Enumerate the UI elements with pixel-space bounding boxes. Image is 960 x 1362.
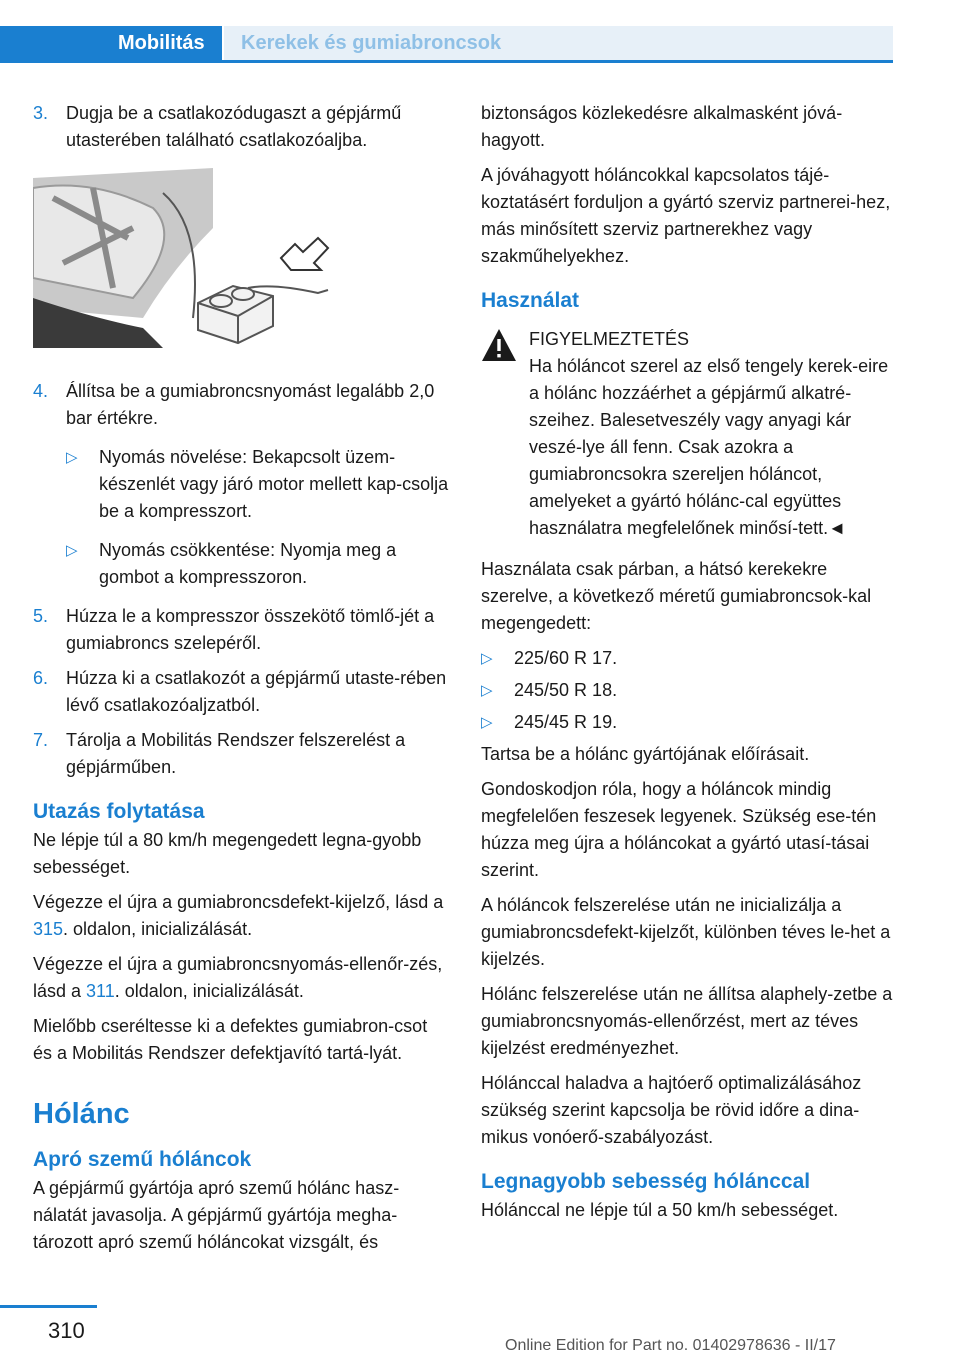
page-link-315[interactable]: 315: [33, 919, 64, 939]
paragraph-text: . oldalon, inicializálását.: [114, 981, 304, 1001]
left-column: [33, 100, 451, 1264]
tire-size-text: 245/50 R 18.: [514, 680, 618, 700]
paragraph-text: Végezze el újra a gumiabroncsdefekt-kijelző, lásd a: [33, 892, 444, 912]
step-number: 5.: [33, 606, 49, 626]
reset-pressure-paragraph: [33, 951, 451, 1005]
tire-size-text: 225/60 R 17.: [514, 648, 618, 668]
triangle-bullet-icon: ▷: [66, 542, 78, 559]
paragraph-text: Végezze el újra a gumiabroncsnyomás-ellenőr-zés, lásd a: [33, 954, 443, 1001]
replace-tire-paragraph: Mielőbb cseréltesse ki a defektes gumiabron-csot és a Mobilitás Rendszer defektjavító tartá-lyát.: [33, 1016, 428, 1063]
footer-line: [0, 1305, 97, 1308]
step-text: Húzza ki a csatlakozót a gépjármű utaste-rében lévő csatlakozóaljzatból.: [66, 668, 447, 715]
triangle-bullet-icon: ▷: [66, 449, 78, 466]
warning-box: [481, 326, 896, 542]
tire-size-item: [481, 645, 896, 672]
step-6: [33, 665, 451, 719]
warning-text: Ha hóláncot szerel az első tengely kerek-eire a hólánc hozzáérhet a gépjármű alkatré-szeihez. Balesetveszély vagy anyagi kár veszé-lye áll fenn. Csak azokra a gumiabroncsokra szereljen hóláncot, amelyeket a gyártó hólánc-cal együttes használatra megfelelőnek minősí-tett.◄: [529, 356, 889, 538]
step-7: [33, 727, 451, 781]
no-reset-pressure-paragraph: Hólánc felszerelése után ne állítsa alaphely-zetbe a gumiabroncsnyomás-ellenőrzést, mert az téves kijelzést eredményezhet.: [481, 984, 893, 1058]
manufacturer-instructions-paragraph: Tartsa be a hólánc gyártójának előírásait.: [481, 744, 810, 764]
warning-triangle-icon: [481, 328, 517, 362]
continue-paragraph: Ne lépje túl a 80 km/h megengedett legna-gyobb sebességet.: [33, 830, 422, 877]
approval-paragraph: biztonságos közlekedésre alkalmasként jóvá-hagyott.: [481, 103, 843, 150]
triangle-bullet-icon: ▷: [481, 650, 493, 667]
sub-bullet: [66, 444, 451, 525]
fine-chain-paragraph: A gépjármű gyártója apró szemű hólánc hasz-nálatát javasolja. A gépjármű gyártója megha-tározott apró szemű hóláncokat vizsgált, és: [33, 1178, 400, 1252]
usage-heading: Használat: [481, 289, 580, 312]
continue-heading: Utazás folytatása: [33, 800, 205, 823]
no-init-flat-tire-paragraph: A hóláncok felszerelése után ne inicializálja a gumiabroncsdefekt-kijelzőt, különben téves le-het a kijelzés.: [481, 895, 891, 969]
allowed-sizes-paragraph: Használata csak párban, a hátsó kerekekre szerelve, a következő méretű gumiabroncsok-kal megengedett:: [481, 559, 872, 633]
paragraph-text: . oldalon, inicializálását.: [63, 919, 253, 939]
page-header: [0, 0, 893, 63]
tire-size-item: [481, 709, 896, 736]
warning-title: FIGYELMEZTETÉS: [529, 329, 690, 349]
section-tab: Mobilitás: [0, 26, 222, 60]
page-link-311[interactable]: 311: [86, 981, 115, 1001]
edition-footer: Online Edition for Part no. 01402978636 - II/17: [505, 1337, 836, 1354]
sub-bullet-text: Nyomás csökkentése: Nyomja meg a gombot a kompresszoron.: [99, 540, 397, 587]
info-paragraph: A jóváhagyott hóláncokkal kapcsolatos tájé-koztatásért forduljon a gyártó szerviz partnerei-hez, más minősített szerviz partnerekhez vagy szakműhelyekhez.: [481, 165, 891, 266]
step-3: [33, 100, 451, 154]
snow-chain-heading: Hólánc: [33, 1098, 130, 1130]
tire-size-text: 245/45 R 19.: [514, 712, 618, 732]
step-number: 3.: [33, 103, 49, 123]
step-text: Állítsa be a gumiabroncsnyomást legalább 2,0 bar értékre.: [66, 381, 435, 428]
step-4: [33, 378, 451, 591]
subsection-tab: Kerekek és gumiabroncsok: [224, 26, 893, 60]
step-text: Húzza le a kompresszor összekötő tömlő-jét a gumiabroncs szelepéről.: [66, 606, 435, 653]
fine-chain-heading: Apró szemű hóláncok: [33, 1148, 252, 1171]
tire-size-item: [481, 677, 896, 704]
max-speed-paragraph: Hólánccal ne lépje túl a 50 km/h sebességet.: [481, 1200, 839, 1220]
header-underline: [0, 60, 893, 63]
step-number: 6.: [33, 668, 49, 688]
reset-flat-tire-paragraph: [33, 889, 451, 943]
step-number: 4.: [33, 381, 49, 401]
step-text: Tárolja a Mobilitás Rendszer felszerelést a gépjárműben.: [66, 730, 406, 777]
max-speed-heading: Legnagyobb sebesség hólánccal: [481, 1170, 811, 1193]
traction-control-paragraph: Hólánccal haladva a hajtóerő optimalizálásához szükség szerint kapcsolja be rövid időre a dina-mikus vonóerő-szabályozást.: [481, 1073, 862, 1147]
page-number: 310: [48, 1318, 85, 1343]
triangle-bullet-icon: ▷: [481, 682, 493, 699]
step-number: 7.: [33, 730, 49, 750]
tension-paragraph: Gondoskodjon róla, hogy a hóláncok mindig megfelelően feszesek legyenek. Szükség ese-tén húzza meg újra a hóláncokat a gyártó utasí-tásai szerint.: [481, 779, 877, 880]
step-5: [33, 603, 451, 657]
sub-bullet: [66, 537, 451, 591]
triangle-bullet-icon: ▷: [481, 714, 493, 731]
right-column: [481, 100, 896, 1232]
sub-bullet-text: Nyomás növelése: Bekapcsolt üzem-készenlét vagy járó motor mellett kap-csolja be a kompresszort.: [99, 447, 449, 521]
compressor-illustration: [33, 168, 333, 354]
step-text: Dugja be a csatlakozódugaszt a gépjármű utasterében található csatlakozóaljba.: [66, 103, 402, 150]
